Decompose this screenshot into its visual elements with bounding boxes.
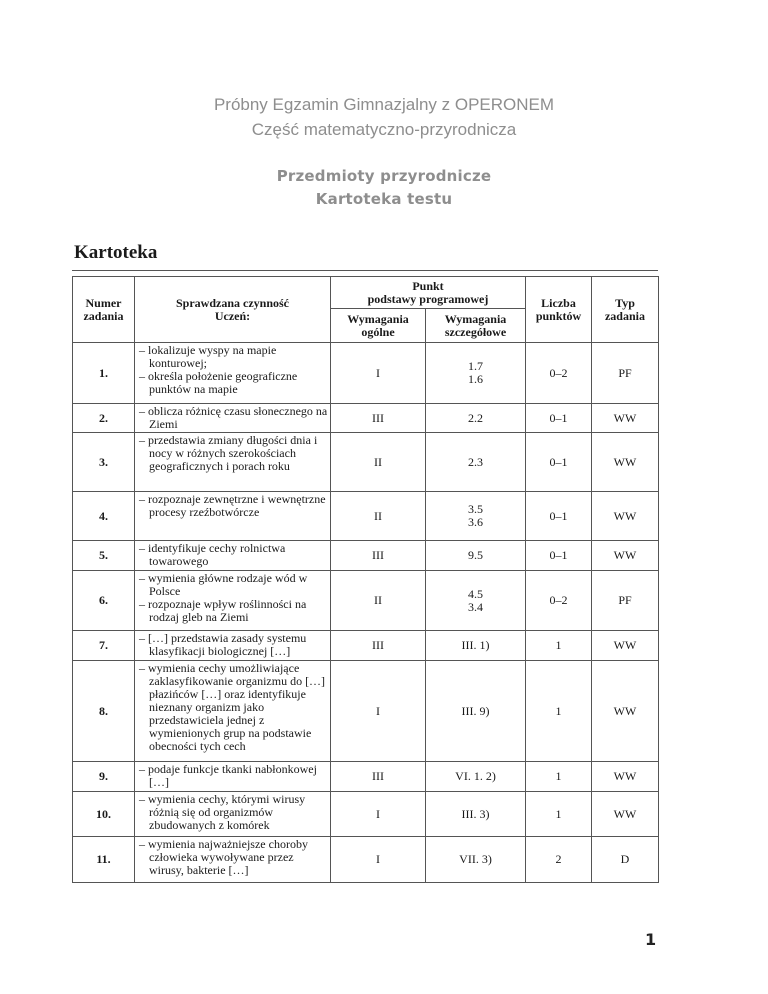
- task-type: WW: [592, 541, 659, 571]
- table-row: [73, 661, 659, 762]
- header-curriculum-point: Punkt podstawy programowej: [331, 277, 526, 309]
- general-requirement: II: [331, 433, 426, 492]
- skill-cell: [135, 492, 331, 541]
- general-requirement: III: [331, 631, 426, 661]
- points: 0–2: [526, 571, 592, 631]
- skill-item: – określa położenie geograficzne punktów na mapie: [139, 369, 298, 396]
- detailed-requirement: III. 3): [426, 792, 526, 837]
- points: 1: [526, 631, 592, 661]
- task-number: 2.: [73, 404, 135, 433]
- exam-title: Próbny Egzamin Gimnazjalny z OPERONEM: [213, 95, 555, 114]
- task-type: WW: [592, 762, 659, 792]
- general-requirement: III: [331, 404, 426, 433]
- skill-cell: [135, 571, 331, 631]
- skill-item: – rozpoznaje wpływ roślinności na rodzaj gleb na Ziemi: [139, 597, 307, 624]
- skill-cell: [135, 541, 331, 571]
- task-number: 10.: [73, 792, 135, 837]
- task-type: D: [592, 837, 659, 883]
- task-number: 1.: [73, 343, 135, 404]
- points: 0–1: [526, 492, 592, 541]
- skill-item: – identyfikuje cechy rolnictwa towarowego: [139, 541, 286, 568]
- table-row: [73, 343, 659, 404]
- table-row: [73, 762, 659, 792]
- general-requirement: III: [331, 541, 426, 571]
- table-row: [73, 837, 659, 883]
- general-requirement: II: [331, 571, 426, 631]
- detailed-requirement: 2.2: [426, 404, 526, 433]
- skill-item: – przedstawia zmiany długości dnia i nocy w różnych szerokościach geograficznych i porach roku: [139, 433, 318, 473]
- general-requirement: I: [331, 661, 426, 762]
- skill-item: – wymienia główne rodzaje wód w Polsce: [139, 571, 308, 598]
- points: 0–1: [526, 404, 592, 433]
- detailed-requirement: III. 1): [426, 631, 526, 661]
- points: 1: [526, 762, 592, 792]
- skill-item: – wymienia cechy umożliwiające zaklasyfikowanie organizmu do […] płazińców […] oraz identyfikuje nieznany organizm jako przedstawiciela jednej z wymienionych grup na podstawie obecności tych cech: [139, 661, 326, 753]
- task-type: PF: [592, 343, 659, 404]
- general-requirement: I: [331, 837, 426, 883]
- table-row: [73, 792, 659, 837]
- skill-cell: [135, 433, 331, 492]
- exam-part: Część matematyczno-przyrodnicza: [251, 120, 517, 139]
- task-type: PF: [592, 571, 659, 631]
- table-row: [73, 571, 659, 631]
- points: 2: [526, 837, 592, 883]
- header-detailed-requirements: Wymagania szczegółowe: [426, 309, 526, 343]
- skill-item: – oblicza różnicę czasu słonecznego na Ziemi: [139, 404, 328, 431]
- task-number: 11.: [73, 837, 135, 883]
- task-number: 5.: [73, 541, 135, 571]
- skill-cell: [135, 661, 331, 762]
- skill-item: – rozpoznaje zewnętrzne i wewnętrzne procesy rzeźbotwórcze: [139, 492, 326, 519]
- table-row: [73, 433, 659, 492]
- points: 0–1: [526, 541, 592, 571]
- task-type: WW: [592, 661, 659, 762]
- detailed-requirement: 2.3: [426, 433, 526, 492]
- detailed-requirement: 1.7 1.6: [426, 343, 526, 404]
- points: 1: [526, 661, 592, 762]
- table-row: [73, 631, 659, 661]
- table-row: [73, 541, 659, 571]
- task-type: WW: [592, 404, 659, 433]
- general-requirement: II: [331, 492, 426, 541]
- test-card-title: Kartoteka testu: [315, 190, 453, 208]
- test-card-table: [72, 276, 659, 883]
- task-type: WW: [592, 631, 659, 661]
- general-requirement: I: [331, 792, 426, 837]
- task-type: WW: [592, 492, 659, 541]
- section-divider: [72, 270, 658, 271]
- header-task-type: Typ zadania: [592, 277, 659, 343]
- section-title: Kartoteka: [74, 242, 158, 263]
- header-general-requirements: Wymagania ogólne: [331, 309, 426, 343]
- task-number: 6.: [73, 571, 135, 631]
- header-task-number: Numer zadania: [73, 277, 135, 343]
- skill-cell: [135, 837, 331, 883]
- subject-title: Przedmioty przyrodnicze: [276, 167, 492, 185]
- detailed-requirement: VII. 3): [426, 837, 526, 883]
- skill-item: – lokalizuje wyspy na mapie konturowej;: [139, 343, 277, 370]
- skill-cell: [135, 631, 331, 661]
- points: 1: [526, 792, 592, 837]
- task-number: 8.: [73, 661, 135, 762]
- skill-item: – […] przedstawia zasady systemu klasyfikacji biologicznej […]: [139, 631, 307, 658]
- task-number: 7.: [73, 631, 135, 661]
- detailed-requirement: 4.5 3.4: [426, 571, 526, 631]
- detailed-requirement: 9.5: [426, 541, 526, 571]
- skill-cell: [135, 792, 331, 837]
- task-number: 3.: [73, 433, 135, 492]
- detailed-requirement: III. 9): [426, 661, 526, 762]
- general-requirement: I: [331, 343, 426, 404]
- header-skill: Sprawdzana czynność Uczeń:: [135, 277, 331, 343]
- task-number: 4.: [73, 492, 135, 541]
- table-row: [73, 404, 659, 433]
- skill-cell: [135, 343, 331, 404]
- header-points: Liczba punktów: [526, 277, 592, 343]
- detailed-requirement: 3.5 3.6: [426, 492, 526, 541]
- skill-item: – wymienia cechy, którymi wirusy różnią się od organizmów zbudowanych z komórek: [139, 792, 306, 832]
- task-number: 9.: [73, 762, 135, 792]
- general-requirement: III: [331, 762, 426, 792]
- points: 0–2: [526, 343, 592, 404]
- task-type: WW: [592, 792, 659, 837]
- skill-item: – wymienia najważniejsze choroby człowieka wywoływane przez wirusy, bakterie […]: [139, 837, 308, 877]
- skill-cell: [135, 762, 331, 792]
- page-number: 1: [645, 930, 657, 949]
- skill-item: – podaje funkcje tkanki nabłonkowej […]: [139, 762, 317, 789]
- skill-cell: [135, 404, 331, 433]
- detailed-requirement: VI. 1. 2): [426, 762, 526, 792]
- task-type: WW: [592, 433, 659, 492]
- points: 0–1: [526, 433, 592, 492]
- table-row: [73, 492, 659, 541]
